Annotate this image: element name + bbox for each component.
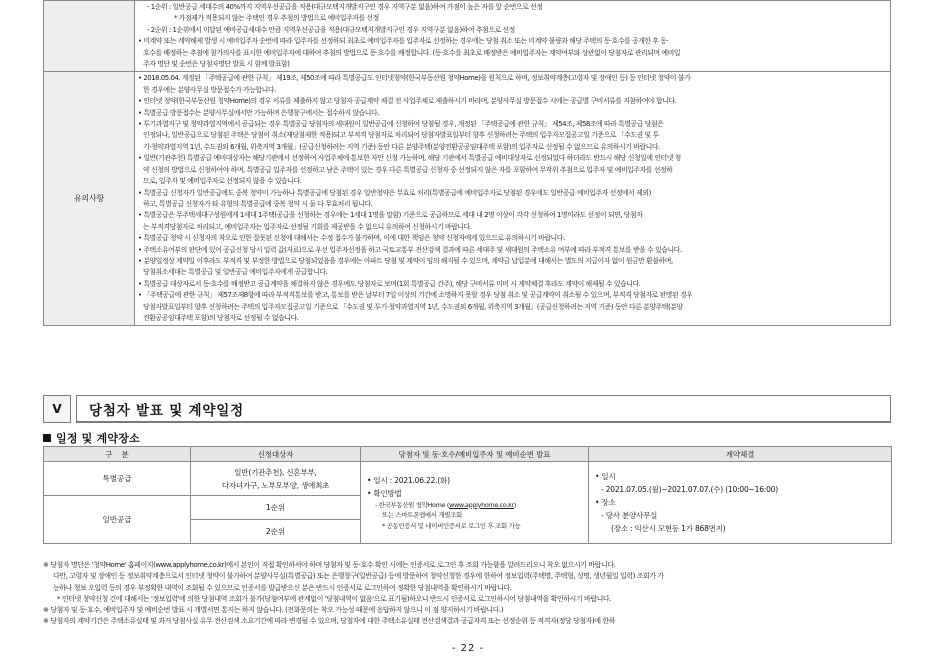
section-header bbox=[43, 395, 891, 423]
header-applicants: 신청대상자 bbox=[191, 447, 361, 462]
schedule-table bbox=[43, 446, 892, 544]
note-line: 하고, 특별공급 신청자가 타 유형의 특별공급에 중복 청약 시 둘 다 무효처리 됩니다. bbox=[143, 199, 373, 208]
notes-row-ranking bbox=[44, 1, 891, 72]
contract-place: - 당사 분양사무실 bbox=[601, 511, 658, 520]
schedule-row-special bbox=[44, 462, 892, 496]
footnote-line: 능하나 청보 오입력 등의 경우 부정확한 내역이 조회될 수 있으므로 인증서를 발급받으신 분은 반드시 인증서로 로그인하여 정확한 당첨내역을 확인하시기 바랍니다. bbox=[53, 583, 512, 592]
note-line: • 특별공급은 무주택세대구성원에게 1세대 1주택(공급을 신청하는 경우에는 1세대 1명을 말함) 기준으로 공급하므로 세대 내 2명 이상이 각각 신청하여 1명이라도 선정이 되면, 당첨자 bbox=[138, 211, 643, 220]
announcement-method: • 확인방법 bbox=[367, 488, 402, 498]
note-line: 기·청약과열지역 1년, 수도권외 6개월, 위축지역 3개월」(공급신청하려는 지역 기준) 동안 다른 분양주택(분양전환공공임대주택 포함)의 입주자로 선정될 수 없으므로 유의하시기 바랍니다. bbox=[143, 142, 660, 151]
contract-address: (장소 : 익산시 모현동 1가 868번지) bbox=[611, 524, 726, 533]
notes-empty-label-cell bbox=[44, 1, 135, 72]
note-line: 당첨자발표일부터 향후 신청하려는 주택의 입주자모집공고일 기준으로 「수도권 및 투기·청약과열지역 1년, 수도권외 6개월, 위축지역 3개월」(공급신청하려는 지역 기준) 동안 다른 분양주택(분양 bbox=[143, 302, 683, 311]
announcement-method-cert: * 공동인증서 및 네이버인증서로 로그인 후 조회 가능 bbox=[382, 521, 521, 530]
note-line: • 투기과열지구 및 청약과열지역에서 공급되는 경우 특별공급 당첨자의 세대원이 일반공급에 신청하여 당첨될 경우, 개정된 「주택공급에 관한 규칙」 제54조, 제58조에 따라 특별공급 당첨은 bbox=[138, 120, 664, 129]
header-category: 구 분 bbox=[44, 447, 191, 462]
note-line: 약 신청의 방법으로 신청하여야 하며, 특별공급 입주자를 선정하고 남은 주택이 있는 경우 다른 특별공급 신청자 중 선정되지 않은 자를 포함하여 무작위 추첨으로 입주자 및 예비입주자를 선정하 bbox=[143, 165, 673, 174]
footnotes bbox=[43, 560, 893, 628]
note-line: 당첨취소세대는 특별공급 및 일반공급 예비입주자에게 공급합니다. bbox=[143, 268, 328, 277]
note-line: - 1순위 : 일반공급 세대수의 40%까지 지역우선공급을 적용(대규모택지개발지구인 경우 지역구분 없음)하여 가점이 높은 자를 앞 순번으로 선정 bbox=[147, 3, 543, 11]
applyhome-link[interactable]: www.applyhome.co.kr bbox=[449, 500, 514, 509]
notes-label: 유의사항 bbox=[44, 72, 135, 326]
note-line: 주자 명단 및 순번은 당첨자명단 발표 시 함께 발표함) bbox=[143, 60, 290, 69]
general-rank-2: 2순위 bbox=[191, 520, 361, 544]
header-announcement: 당첨자 및 동·호수/예비입주자 및 예비순번 발표 bbox=[361, 447, 589, 462]
page-number: - 22 - bbox=[451, 643, 485, 654]
header-contract: 계약체결 bbox=[589, 447, 892, 462]
note-line: • 분양일정상 계약일 이후라도 부적격 및 부정한 방법으로 당첨되었음을 경우에는 아파트 당첨 및 계약이 임의 해지될 수 있으며, 계약금 납입분에 대해서는 별도의 지급이자 없이 원금만 환불하며, bbox=[138, 256, 673, 265]
announcement-cell bbox=[361, 462, 589, 544]
square-bullet-icon bbox=[43, 434, 51, 442]
note-line: 전환공공임대주택 포함)의 당첨자로 선정될 수 없습니다. bbox=[143, 313, 299, 322]
contract-date: - 2021.07.05.(월)~2021.07.07.(수) (10:00~16:00) bbox=[601, 485, 778, 494]
special-supply-label: 특별공급 bbox=[44, 462, 191, 496]
schedule-header-row bbox=[44, 447, 892, 462]
special-targets-line-1: 일반(기관추천), 신혼부부, bbox=[234, 467, 317, 477]
note-line: • 일반(기관추천) 특별공급 예비대상자는 해당기관에서 선정하여 사업주체에 통보한 자만 신청 가능하며, 해당 기관에서 특별공급 예비대상자로 선정되었다 하더라도 반드시 해당 신청일에 인터넷 청 bbox=[138, 154, 681, 163]
section-title: 당첨자 발표 및 계약일정 bbox=[76, 395, 891, 423]
announcement-method-site bbox=[367, 500, 588, 511]
footnote-line: ※ 당첨자 명단은 '청약Home' 홈페이지(www.applyhome.co.kr)에서 본인이 직접 확인하셔야 하며 당첨자 및 동·호수 확인 시에는 인증서로 로그인 후 조회 가능함을 알려드리오니 착오 없으시기 바랍니다. bbox=[43, 561, 616, 569]
note-line: • 특별공급 신청자가 일반공급에도 중복 청약이 가능하나 특별공급에 당첨된 경우 일반청약은 무효로 처리(특별공급에 예비입주자로 당첨된 경우에도 일반공급 예비입주자 선정에서 제외) bbox=[138, 188, 651, 197]
general-rank-1: 1순위 bbox=[191, 496, 361, 520]
note-line: • 특별공급 청약 시 신청자의 착오로 인한 잘못된 신청에 대해서는 수정 접수가 불가하며, 이에 대한 책임은 청약 신청자에게 있으므로 유의하시기 바랍니다. bbox=[138, 234, 565, 243]
sub-heading bbox=[43, 430, 140, 446]
notes-precautions-content bbox=[135, 72, 891, 326]
announcement-site-suffix: ) bbox=[513, 500, 517, 509]
sub-heading-text: 일정 및 계약장소 bbox=[56, 432, 140, 445]
contract-place-label: • 장소 bbox=[595, 498, 616, 507]
note-line: • 2018.05.04. 개정된 「주택공급에 관한 규칙」 제19조, 제50조에 따라 특별공급도 인터넷청약(한국부동산원 청약Home)을 원칙으로 하며, 정보취약계층(고령자 및 장애인 등) 등 인터넷 청약이 불가 bbox=[138, 74, 691, 83]
note-line: * 가점제가 적용되지 않는 주택인 경우 추첨의 방법으로 예비입주자를 선정 bbox=[174, 14, 379, 23]
special-supply-targets bbox=[191, 462, 361, 496]
footnote-line: ※ 당첨자 및 동·호수, 예비입주자 및 예비순번 발표 시 개별서면 통지는 하지 않습니다. (전화문의는 착오 가능성 때문에 응답하지 않으니 이 점 양지하시기 바랍니다.) bbox=[43, 606, 504, 615]
contract-cell bbox=[589, 462, 892, 544]
notes-row-precautions bbox=[44, 72, 891, 326]
footnote-line: ※ 당첨자의 계약기간은 주택소유실태 및 과거 당첨사실 유무 전산검색 소요기간에 따라 변경될 수 있으며, 당첨자에 대한 주택소유실태 전산검색결과 공급자격 또는 선정순위 등 적격자(정당 당첨자)에 한하 bbox=[43, 617, 615, 626]
note-line: • 특별공급 방문접수는 분양사무실에서만 가능하며 은행창구에서는 접수하지 않습니다. bbox=[138, 108, 379, 117]
footnote-line: * 인터넷 청약신청 건에 대해서는 '정보입력'에 의한 당첨내역 조회가 불가(당첨여부에 관계없이 '당첨내역이 없음'으로 표기됨)하오니 반드시 인증서로 로그인하시어 당첨내역을 확인하시기 바랍니다. bbox=[57, 594, 611, 603]
general-supply-label: 일반공급 bbox=[44, 496, 191, 544]
note-line: 인정되나, 일반공급으로 당첨된 주택은 당첨이 취소(재당첨제한 적용)되고 부적격 당첨자로 처리되어 당첨자발표일부터 향후 신청하려는 주택의 입주자모집공고일 기준으로 「수도권 및 투 bbox=[143, 131, 659, 140]
notes-table bbox=[43, 0, 891, 326]
note-line: - 2순위 : 1순위에서 미달된 예비공급세대수 만큼 지역우선공급을 적용(대규모택지개발지구인 경우 지역구분 없음)하여 추첨으로 선정 bbox=[147, 25, 515, 34]
contract-date-label: • 일시 bbox=[595, 472, 616, 481]
note-line: • 주택소유여부의 판단에 있어 공급신청 당시 입력 값(자료)으로 우선 입주자선정을 하고 국토교통부 전산검색 결과에 따른 세대주 및 세대원의 주택소유 여부에 따라 부적격 통보를 받을 수 있습니다. bbox=[138, 245, 682, 254]
notes-ranking-content bbox=[135, 1, 891, 72]
announcement-method-app: 또는 스마트폰앱에서 개별조회 bbox=[382, 511, 462, 520]
footnote-line: 다만, 고령자 및 장애인 등 정보취약계층으로서 인터넷 청약이 불가하여 분양사무실(특별공급) 또는 은행창구(일반공급) 등에 방문하여 청약신청한 경우에 한하여 정보입력(주택명, 주택형, 성명, 생년월일 입력) 조회가 가 bbox=[53, 572, 664, 581]
note-line: 호수를 배정하는 추첨에 참가의사를 표시한 예비입주자에 대하여 추첨의 방법으로 동·호수를 배정합니다. (동·호수를 최초로 배정받은 예비입주자는 계약여부와 상관없이 당첨자로 관리되며 예비입 bbox=[143, 48, 681, 57]
announcement-site-prefix: - 한국부동산원 청약Home ( bbox=[375, 500, 450, 509]
note-line: 므로, 입주자 및 예비입주자로 선정되지 않을 수 있습니다. bbox=[143, 177, 302, 186]
note-line: • 「주택공급에 관한 규칙」 제57조제8항에 따라 부적격통보를 받고, 통보를 받은 날부터 7일 이상의 기간에 소명하지 못할 경우 당첨 취소 및 공급계약이 취소될 수 있으며, 부적격 당첨자로 판명된 경우 bbox=[138, 291, 693, 300]
note-line: • 인터넷 청약(한국부동산원 청약Home)의 경우 서류를 제출하지 않고 당첨자 공급계약 체결 전 사업주체로 제출하시기 바라며, 분양사무실 방문접수 시에는 공급별 구비서류를 지참하여야 합니다. bbox=[138, 97, 677, 106]
section-number: V bbox=[43, 395, 71, 423]
note-line: 한 경우에는 분양사무실 방문접수가 가능합니다. bbox=[143, 85, 276, 94]
note-line: • 미계약 또는 계약해제 발생 시 예비입주자 순번에 따라 입주자를 선정하되 최초로 예비입주자를 입주자로 선정하는 경우에는 당첨 취소 또는 미계약 물량과 해당 주택의 동·호수를 공개한 후 동· bbox=[138, 37, 669, 46]
note-line: 는 부적격당첨자로 처리되고, 예비입주자는 입주자로 선정될 기회를 제공받을 수 없으니 유의하여 신청하시기 바랍니다. bbox=[143, 222, 472, 231]
note-line: • 특별공급 대상자로서 동·호수를 배정받고 공급계약을 체결하지 않은 경우에도 당첨자로 보며(1회 특별공급 간주), 해당 구비서류 미비 시 계약체결 후라도 계약이 해제될 수 있습니다. bbox=[138, 279, 641, 288]
special-targets-line-2: 다자녀가구, 노부모부양, 생애최초 bbox=[221, 480, 330, 490]
announcement-date: • 일시 : 2021.06.22.(화) bbox=[367, 475, 450, 485]
